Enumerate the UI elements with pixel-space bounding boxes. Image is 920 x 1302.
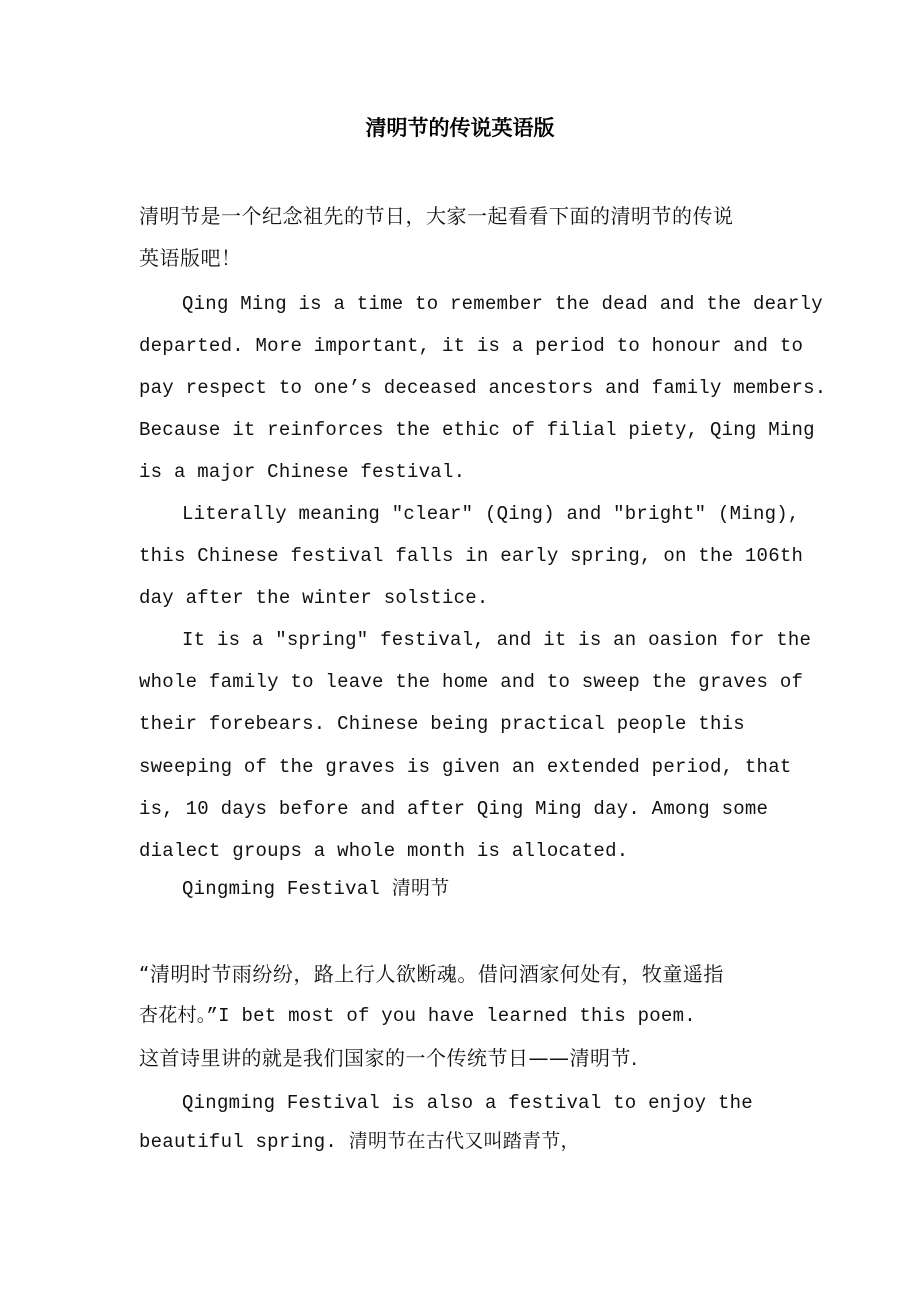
intro-line-1: 清明节是一个纪念祖先的节日，大家一起看看下面的清明节的传说 — [139, 204, 734, 228]
paragraph4-line-2: beautiful spring. 清明节在古代又叫踏青节， — [139, 1131, 580, 1153]
paragraph2-line-2: this Chinese festival falls in early spring, on the 106th — [139, 545, 804, 567]
section-subheading: Qingming Festival 清明节 — [182, 878, 450, 900]
paragraph1-line-5: is a major Chinese festival. — [139, 461, 466, 483]
intro-line-2: 英语版吧！ — [139, 246, 242, 270]
paragraph4-line-1: Qingming Festival is also a festival to enjoy the — [182, 1092, 753, 1114]
paragraph2-line-1: Literally meaning ″clear″ (Qing) and ″bright″ (Ming), — [182, 503, 800, 525]
paragraph3-line-1: It is a ″spring″ festival, and it is an oasion for the — [182, 629, 812, 651]
paragraph3-line-2: whole family to leave the home and to sweep the graves of — [139, 671, 804, 693]
paragraph1-line-4: Because it reinforces the ethic of filial piety, Qing Ming — [139, 419, 815, 441]
poem-line-2: 杏花村。”I bet most of you have learned this poem. — [139, 1005, 696, 1027]
paragraph1-line-1: Qing Ming is a time to remember the dead and the dearly — [182, 293, 823, 315]
poem-line-3: 这首诗里讲的就是我们国家的一个传统节日——清明节. — [139, 1046, 638, 1070]
paragraph3-line-6: dialect groups a whole month is allocated. — [139, 840, 629, 862]
paragraph3-line-4: sweeping of the graves is given an extended period, that — [139, 756, 792, 778]
paragraph3-line-5: is, 10 days before and after Qing Ming day. Among some — [139, 798, 769, 820]
paragraph2-line-3: day after the winter solstice. — [139, 587, 489, 609]
poem-line-1: “清明时节雨纷纷，路上行人欲断魂。借问酒家何处有，牧童遥指 — [139, 962, 724, 986]
paragraph1-line-2: departed. More important, it is a period to honour and to — [139, 335, 804, 357]
paragraph1-line-3: pay respect to one’s deceased ancestors and family members. — [139, 377, 827, 399]
document-title: 清明节的传说英语版 — [365, 116, 555, 140]
paragraph3-line-3: their forebears. Chinese being practical people this — [139, 713, 745, 735]
